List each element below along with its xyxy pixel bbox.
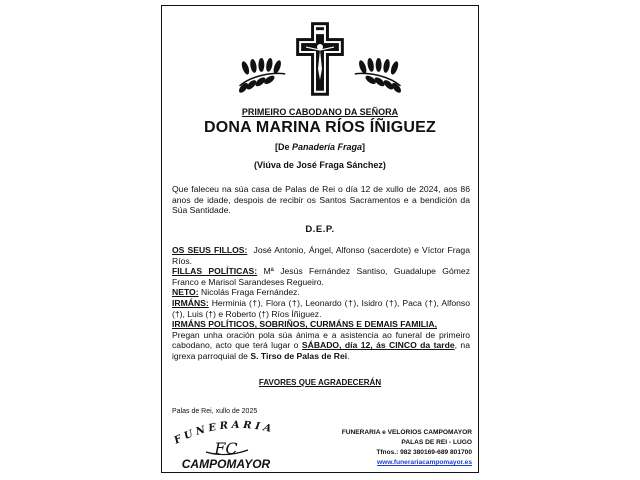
children-line bbox=[172, 245, 470, 266]
children-names: José Antonio, Ángel, Alfonso (sacerdote) e Víctor Fraga Ríos. bbox=[172, 245, 470, 266]
obituary-card bbox=[161, 5, 479, 473]
thanks-line: FAVORES QUE AGRADECERÁN bbox=[258, 378, 382, 387]
grandson-label: NETO: bbox=[172, 287, 199, 298]
request-church: S. Tirso de Palas de Rei bbox=[250, 350, 348, 361]
request-paragraph bbox=[172, 330, 470, 362]
place-date: Palas de Rei, xullo de 2025 bbox=[172, 408, 258, 415]
request-when: SÁBADO, día 12, ás CINCO da tarde bbox=[301, 340, 455, 351]
contact-company: FUNERARIA e VELORIOS CAMPOMAYOR bbox=[341, 429, 472, 436]
header-art bbox=[162, 6, 478, 101]
contact-location: PALAS DE REI - LUGO bbox=[401, 439, 472, 446]
crucifix-icon bbox=[296, 22, 344, 96]
request-part1: Pregan unha oración pola súa ánima e a asistencia ao funeral de primeiro cabodano, acto que terá lugar o bbox=[172, 329, 470, 351]
laurel-branch-right-icon bbox=[355, 58, 403, 95]
logo-brand: CAMPOMAYOR bbox=[181, 457, 271, 471]
nickname-close: ] bbox=[362, 142, 366, 152]
contact-block bbox=[312, 428, 472, 468]
logo-arc-text: FUNERARIA bbox=[172, 419, 276, 447]
laurel-branch-left-icon bbox=[237, 58, 285, 95]
grandson-name: Nicolás Fraga Fernández. bbox=[200, 287, 300, 298]
family-list bbox=[172, 245, 470, 362]
logo-monogram: FC bbox=[214, 439, 238, 458]
widow-line: (Viúva de José Fraga Sánchez) bbox=[254, 160, 386, 170]
funeral-home-logo bbox=[166, 414, 286, 472]
daughters-in-law-label: FILLAS POLÍTICAS: bbox=[172, 266, 258, 277]
request-end: . bbox=[347, 350, 350, 361]
daughters-in-law-line bbox=[172, 266, 470, 287]
in-laws-line bbox=[172, 319, 470, 330]
deceased-name: DONA MARINA RÍOS ÍÑIGUEZ bbox=[203, 119, 437, 136]
children-label: OS SEUS FILLOS: bbox=[172, 245, 248, 255]
intro-paragraph: Que faleceu na súa casa de Palas de Rei o día 12 de xullo de 2024, aos 86 anos de idade, despois de recibir os Santos Sacramentos e a bendición da Súa Santidade. bbox=[172, 184, 470, 216]
nickname bbox=[162, 142, 478, 152]
nickname-open: [De bbox=[274, 142, 292, 152]
dep-line: D.E.P. bbox=[305, 224, 335, 235]
contact-phones: Tfnos.: 982 380169-689 801700 bbox=[376, 449, 472, 456]
grandson-line bbox=[172, 287, 470, 298]
siblings-label: IRMÁNS: bbox=[172, 297, 209, 308]
website-link[interactable]: www.funerariacampomayor.es bbox=[376, 459, 472, 466]
in-laws-label: IRMÁNS POLÍTICOS, SOBRIÑOS, CURMÁNS E DEMAIS FAMILIA, bbox=[172, 319, 437, 330]
request-part2: , na igrexa parroquial de bbox=[172, 340, 470, 361]
nickname-italic: Panadería Fraga bbox=[291, 142, 363, 152]
daughters-in-law-names: Mª Jesús Fernández Santiso, Guadalupe Gómez Franco e Marisol Sarandeses Regueiro. bbox=[172, 266, 470, 287]
siblings-line bbox=[172, 298, 470, 319]
siblings-names: Herminia (†), Flora (†), Leonardo (†), Isidro (†), Paca (†), Alfonso (†), Luis (†) e Roberto (†) Ríos Íñiguez. bbox=[172, 297, 470, 319]
subtitle: PRIMEIRO CABODANO DA SEÑORA bbox=[241, 107, 399, 117]
